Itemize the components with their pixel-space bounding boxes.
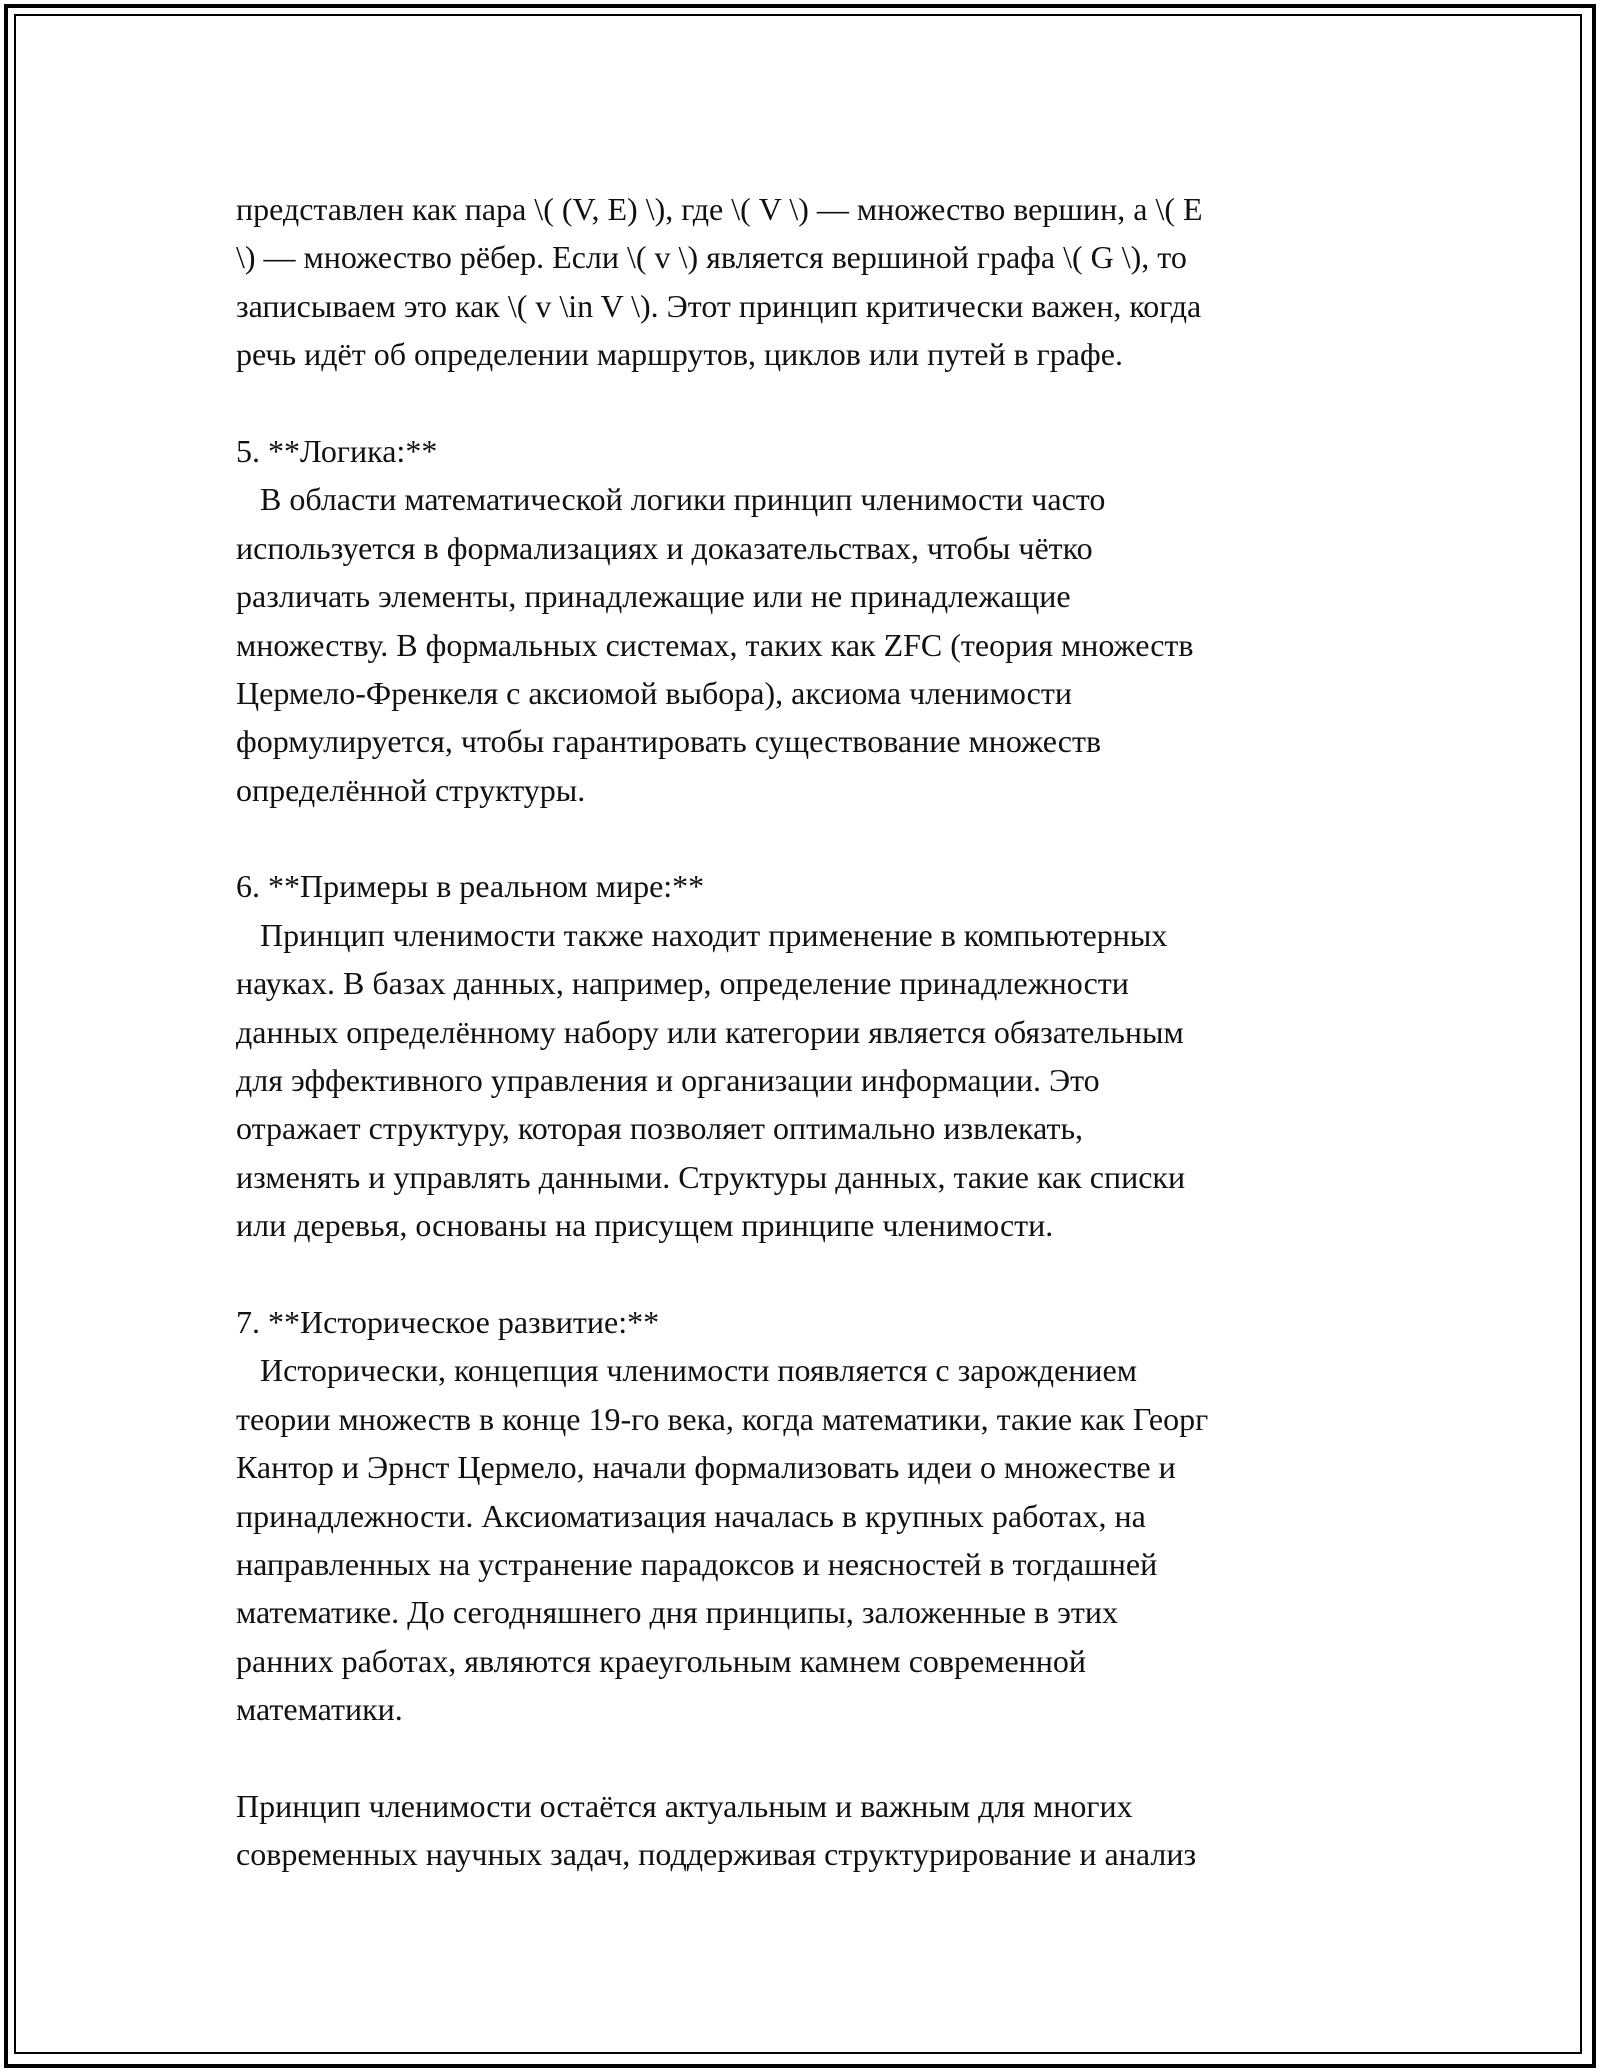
text-line: Исторически, концепция членимости появляется с зарождением (236, 1352, 1137, 1389)
text-line: представлен как пара \( (V, E) \), где \( V \) — множество вершин, а \( E (236, 191, 1203, 227)
text-line: Принцип членимости также находит применение в компьютерных (236, 916, 1168, 953)
paragraph-gap (236, 1250, 1376, 1298)
section-historical-development (236, 1298, 1376, 1734)
text-line: \) — множество рёбер. Если \( v \) является вершиной графа \( G \), то (236, 239, 1187, 276)
text-line: математике. До сегодняшнего дня принципы, заложенные в этих (236, 1594, 1118, 1631)
text-line: записываем это как \( v \in V \). Этот принцип критически важен, когда (236, 287, 1202, 324)
text-line: или деревья, основаны на присущем принципе членимости. (236, 1207, 1054, 1244)
text-line: принадлежности. Аксиоматизация началась в крупных работах, на (236, 1497, 1146, 1534)
text-line: различать элементы, принадлежащие или не принадлежащие (236, 578, 1071, 615)
text-line: речь идёт об определении маршрутов, циклов или путей в графе. (236, 336, 1123, 373)
text-line: определённой структуры. (236, 771, 586, 808)
text-line: используется в формализациях и доказательствах, чтобы чётко (236, 529, 1093, 566)
text-line: В области математической логики принцип членимости часто (236, 481, 1106, 518)
text-line: науках. В базах данных, например, определение принадлежности (236, 965, 1129, 1002)
text-line: формулируется, чтобы гарантировать существование множеств (236, 723, 1102, 760)
text-line: Принцип членимости остаётся актуальным и важным для многих (236, 1787, 1133, 1824)
section-real-world-examples (236, 862, 1376, 1249)
text-line: современных научных задач, поддерживая структурирование и анализ (236, 1836, 1197, 1873)
text-line: ранних работах, являются краеугольным камнем современной (236, 1642, 1087, 1679)
section-heading: 6. **Примеры в реальном мире:** (236, 868, 705, 905)
paragraph-gap (236, 814, 1376, 862)
section-logic (236, 427, 1376, 814)
text-line: для эффективного управления и организации информации. Это (236, 1062, 1100, 1099)
paragraph-intro (236, 185, 1376, 379)
paragraph-gap (236, 379, 1376, 427)
text-line: множеству. В формальных системах, таких как ZFC (теория множеств (236, 626, 1194, 663)
document-body (236, 185, 1376, 1879)
text-line: направленных на устранение парадоксов и неясностей в тогдашней (236, 1545, 1158, 1582)
text-line: теории множеств в конце 19-го века, когда математики, такие как Георг (236, 1400, 1209, 1437)
section-heading: 5. **Логика:** (236, 432, 438, 469)
text-line: данных определённому набору или категории является обязательным (236, 1013, 1184, 1050)
paragraph-gap (236, 1734, 1376, 1782)
section-heading: 7. **Историческое развитие:** (236, 1303, 660, 1340)
text-line: Цермело-Френкеля с аксиомой выбора), аксиома членимости (236, 674, 1072, 711)
paragraph-closing (236, 1782, 1376, 1879)
text-line: изменять и управлять данными. Структуры данных, такие как списки (236, 1158, 1186, 1195)
text-line: Кантор и Эрнст Цермело, начали формализовать идеи о множестве и (236, 1449, 1176, 1486)
text-line: отражает структуру, которая позволяет оптимально извлекать, (236, 1110, 1084, 1147)
text-line: математики. (236, 1691, 403, 1728)
